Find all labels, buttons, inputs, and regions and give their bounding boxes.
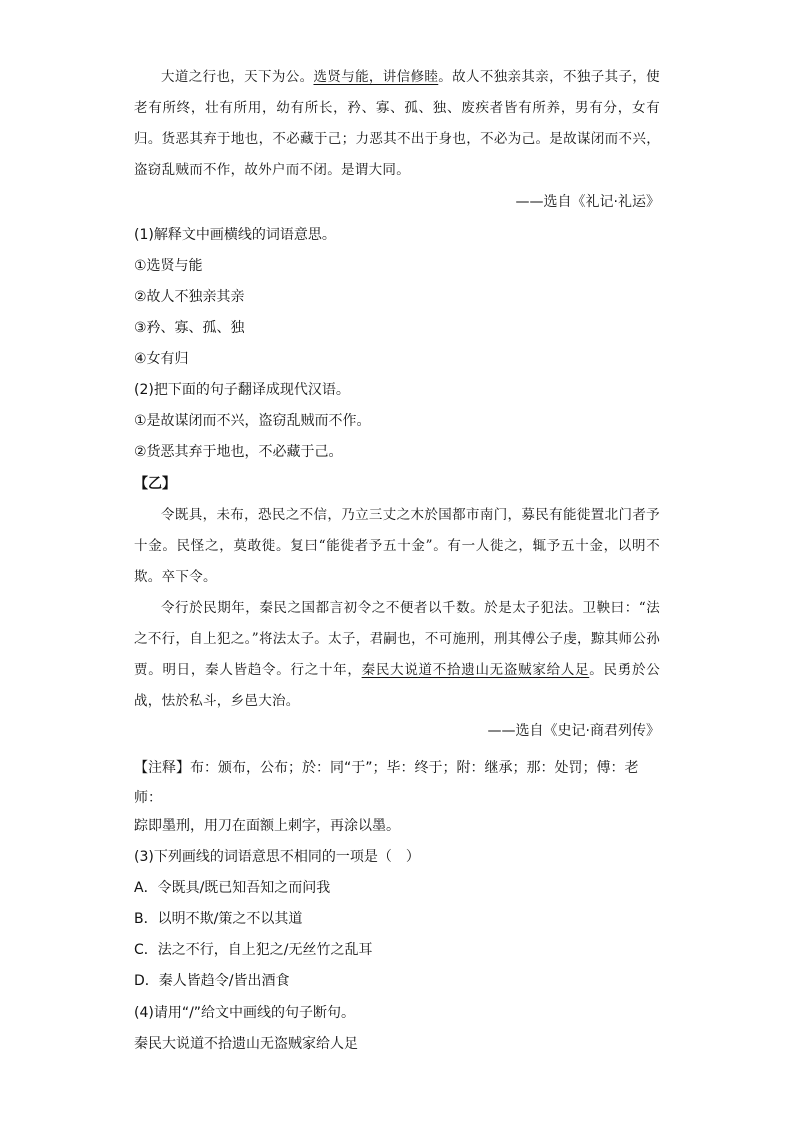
question-3: (3)下列画线的词语意思不相同的一项是（ ） <box>134 849 420 865</box>
yi-source: ——选自《史记·商君列传》 <box>487 723 660 739</box>
q3-option-c: C．法之不行，自上犯之/无丝竹之乱耳 <box>134 942 373 958</box>
q3-option-b: B．以明不欺/策之不以其道 <box>134 911 303 927</box>
question-1: (1)解释文中画横线的词语意思。 <box>134 227 336 243</box>
yi-paragraph-1: 令既具，未布，恐民之不信，乃立三丈之木於国都市南门，募民有能徙置北门者予十金。民怪之，莫敢徙。复曰“能徙者予五十金”。有一人徙之，辄予五十金，以明不欺。卒下令。 <box>134 507 660 585</box>
q1-item-3: ③矜、寡、孤、独 <box>134 320 245 336</box>
yi-heading: 【乙】 <box>134 476 176 492</box>
q2-item-1: ①是故谋闭而不兴，盗窃乱贼而不作。 <box>134 413 371 429</box>
jia-text-rest: 。故人不独亲其亲，不独子其子，使老有所终，壮有所用，幼有所长，矜、寡、孤、独、废疾者皆有所养，男有分，女有归。货恶其弃于地也，不必藏于己；力恶其不出于身也，不必为己。是故谋闭而不兴，盗窃乱贼而不作，故外户而不闭。是谓大同。 <box>134 69 660 178</box>
jia-underlined-phrase: 选贤与能，讲信修睦 <box>313 69 439 85</box>
notes: 【注释】布：颁布，公布；於：同“于”；毕：终于；附：继承；那：处罚；傅：老师： <box>134 760 639 806</box>
yi-p2-text-start: 令行於民期年，秦民之国都言初令之不便者以千数。於是太子犯法。卫鞅曰：“法之不行，自上犯之。”将法太子。太子，君嗣也，不可施刑，刑其傅公子虔，黥其师公孙贾。明日，秦人皆趋令。行之十年， <box>134 600 660 678</box>
jia-text-start: 大道之行也，天下为公。 <box>161 69 314 85</box>
q4-sentence: 秦民大说道不拾遗山无盗贼家给人足 <box>134 1036 358 1052</box>
yi-underlined-sentence: 秦民大说道不拾遗山无盗贼家给人足 <box>361 662 590 678</box>
q1-item-4: ④女有归 <box>134 351 189 367</box>
q3-option-d: D．秦人皆趋令/皆出酒食 <box>134 973 290 989</box>
jia-passage <box>134 62 660 186</box>
jia-source: ——选自《礼记·礼运》 <box>515 194 660 210</box>
yi-paragraph-2 <box>134 593 660 717</box>
q3-option-a: A．令既具/既已知吾知之而问我 <box>134 880 331 896</box>
yi-p2-text-rest: 。民勇於公战，怯於私斗，乡邑大治。 <box>134 662 660 709</box>
notes-line-2: 踪即墨刑，用刀在面额上刺字，再涂以墨。 <box>134 818 400 834</box>
question-4: (4)请用“/”给文中画线的句子断句。 <box>134 1005 356 1021</box>
question-2: (2)把下面的句子翻译成现代汉语。 <box>134 382 350 398</box>
q1-item-2: ②故人不独亲其亲 <box>134 289 245 305</box>
q2-item-2: ②货恶其弃于地也，不必藏于己。 <box>134 444 343 460</box>
q1-item-1: ①选贤与能 <box>134 258 203 274</box>
